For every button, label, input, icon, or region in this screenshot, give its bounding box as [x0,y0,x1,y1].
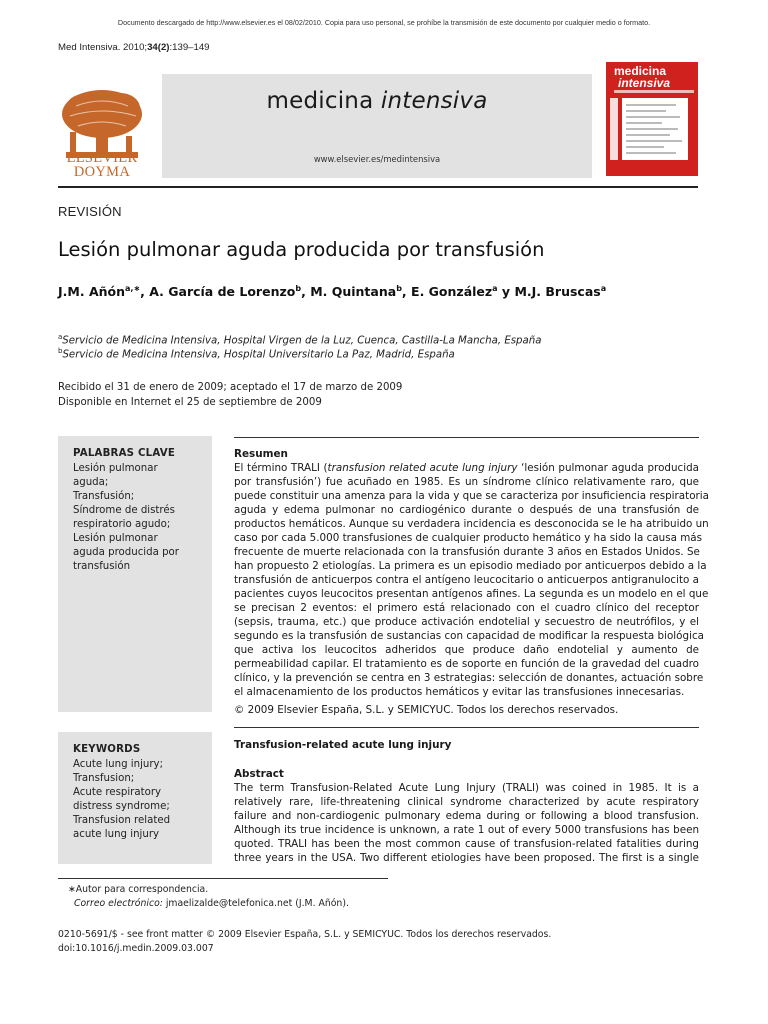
doi-line[interactable]: doi:10.1016/j.medin.2009.03.007 [58,943,214,954]
resumen-line: aguda y edema pulmonar no cardiogénico durante o después de una transfusión de [234,504,699,516]
resumen-heading: Resumen [234,448,288,460]
english-title: Transfusion-related acute lung injury [234,739,452,751]
journal-citation: Med Intensiva. 2010;34(2):139–149 [58,42,210,53]
resumen-line: clínico, y la prevención se centra en 3 estrategias: selección de donantes, actuación sobre [234,672,704,684]
journal-cover-thumbnail [606,62,698,176]
publisher-imprint: DOYMA [73,164,131,180]
resumen-line: que activa los leucocitos adheridos que produce daño endotelial y aumento de [234,644,699,656]
copyright-notice: © 2009 Elsevier España, S.L. y SEMICYUC. Todos los derechos reservados. [234,704,619,716]
article-title: Lesión pulmonar aguda producida por transfusión [58,238,545,261]
author-name: E. González [411,284,493,300]
keywords-english-heading: KEYWORDS [73,744,141,755]
keywords-spanish-box [58,436,212,712]
author-separator: , [140,284,150,300]
author-name: A. García de Lorenzo [149,284,296,300]
keyword-line: aguda producida por [73,547,179,558]
keyword-line: Transfusion related [73,815,171,826]
abstract-line: relatively rare, life-threatening clinical syndrome characterized by acute respiratory [234,796,699,808]
issn-line: 0210-5691/$ - see front matter © 2009 Elsevier España, S.L. y SEMICYUC. Todos los derechos reservados. [58,929,552,940]
author-separator: y [497,284,515,300]
keyword-line: Síndrome de distrés [73,505,175,516]
resumen-line: el almacenamiento de los productos hemáticos y evitar las transfusiones innecesarias. [234,686,685,698]
author-name: J.M. Añón [58,284,125,300]
author-affiliation-mark: b [295,284,302,293]
available-date: Disponible en Internet el 25 de septiembre de 2009 [58,397,322,408]
keywords-english-box [58,732,212,864]
resumen-body [234,461,709,699]
keyword-line: acute lung injury [73,829,160,840]
publisher-name: ELSEVIER [66,150,138,166]
keyword-line: Acute lung injury; [73,759,164,770]
footnote-divider [58,878,388,879]
author-affiliation-mark: a,∗ [125,284,141,293]
abstract-heading: Abstract [234,768,284,780]
abstract-line: three years in the USA. Two different etiologies have been proposed. The first is a single [234,852,699,864]
author-affiliation-mark: a [600,284,607,293]
keyword-line: Transfusión; [73,491,135,502]
keyword-line: transfusión [73,561,131,572]
abstract-divider [234,727,699,728]
email-address[interactable]: jmaelizalde@telefonica.net (J.M. Añón). [162,898,349,909]
keywords-spanish-heading: PALABRAS CLAVE [73,448,175,459]
keyword-line: Transfusion; [73,773,135,784]
cover-subtitle-bar [614,90,694,93]
journal-url[interactable]: www.elsevier.es/medintensiva [313,154,441,164]
author-name: M.J. Bruscas [514,284,601,300]
download-note: Documento descargado de http://www.elsevier.es el 08/02/2010. Copia para uso personal, se prohíbe la transmisión de este documento por cualquier medio o formato. [117,18,651,27]
abstract-line: Although its true incidence is unknown, a rate 1 out of every 5000 transfusions has been [234,824,699,836]
affiliation-b: $^b$Servicio de Medicina Intensiva, Hospital Universitario La Paz, Madrid, España [58,347,455,361]
resumen-line: segundo es la transfusión de sustancias con capacidad de modificar la respuesta biológica [234,630,704,642]
resumen-line: permeabilidad capilar. El tratamiento es de soporte en función de la gravedad del cuadro [234,658,699,670]
author-separator: , [301,284,311,300]
resumen-line: han propuesto 2 etiologías. La primera es un episodio mediado por anticuerpos debido a la [234,560,707,572]
keyword-line: respiratorio agudo; [73,519,171,530]
resumen-line: se precisan 2 eventos: el primero está relacionado con el cuadro clínico del receptor [234,602,699,614]
resumen-line: puede constituir una amenza para la vida y que se caracteriza por insuficiencia respiratoria [234,490,709,502]
corresponding-author-note: ∗Autor para correspondencia. [68,884,209,895]
resumen-line: pacientes cuyos leucocitos presentan antígenos afines. La segunda es un modelo en el que [234,588,709,600]
article-section: REVISIÓN [58,204,122,219]
abstract-line: The term Transfusion-Related Acute Lung Injury (TRALI) was coined in 1985. It is a [234,782,699,794]
abstract-body [234,781,699,865]
resumen-line: por transfusión’) fue acuñado en 1985. Es un síndrome clínico relativamente raro, que [234,476,699,488]
keyword-line: distress syndrome; [73,801,170,812]
resumen-line: El término TRALI (transfusion related acute lung injury ‘lesión pulmonar aguda producida [234,462,699,474]
keyword-line: Lesión pulmonar [73,463,158,474]
resumen-divider [234,437,699,438]
resumen-line: transfusión de anticuerpos contra el antígeno leucocitario o anticuerpos antigranulocito a [234,574,699,586]
resumen-line: frecuente de muerte relacionada con la transfusión durante 3 años en Estados Unidos. Se [234,546,700,558]
cover-sidebar [610,98,618,160]
journal-banner [162,74,592,178]
cover-title-1: medicina [614,64,667,78]
author-separator: , [401,284,412,300]
journal-name: medicina intensiva [266,88,488,114]
resumen-line: caso por cada 5.000 transfusiones de cualquier producto hemático y ha sido la causa más [234,532,703,544]
header-divider [58,186,698,188]
resumen-line: (sepsis, trauma, etc.) que produce activación endotelial y secuestro de neutrófilos, y el [234,616,699,628]
author-affiliation-mark: a [492,284,498,293]
abstract-line: quoted. TRALI has been the most common cause of transfusion-related fatalities during [234,838,699,850]
cover-title-2: intensiva [618,76,671,90]
keyword-line: Acute respiratory [73,787,162,798]
received-date: Recibido el 31 de enero de 2009; aceptado el 17 de marzo de 2009 [58,382,403,393]
author-name: M. Quintana [310,284,397,300]
email-note: Correo electrónico: jmaelizalde@telefonica.net (J.M. Añón). [74,898,349,909]
abstract-line: failure and non-cardiogenic pulmonary edema during or following a blood transfusion. [234,810,699,822]
resumen-line: productos hemáticos. Aunque su verdadera incidencia es desconocida se le ha atribuido un [234,518,709,530]
cover-contents-page [622,98,688,160]
keyword-line: Lesión pulmonar [73,533,158,544]
author-affiliation-mark: b [396,284,402,293]
affiliation-a: $^a$Servicio de Medicina Intensiva, Hospital Virgen de la Luz, Cuenca, Castilla-La Mancha, España [58,333,542,347]
author-list [58,284,606,299]
keyword-line: aguda; [73,477,109,488]
